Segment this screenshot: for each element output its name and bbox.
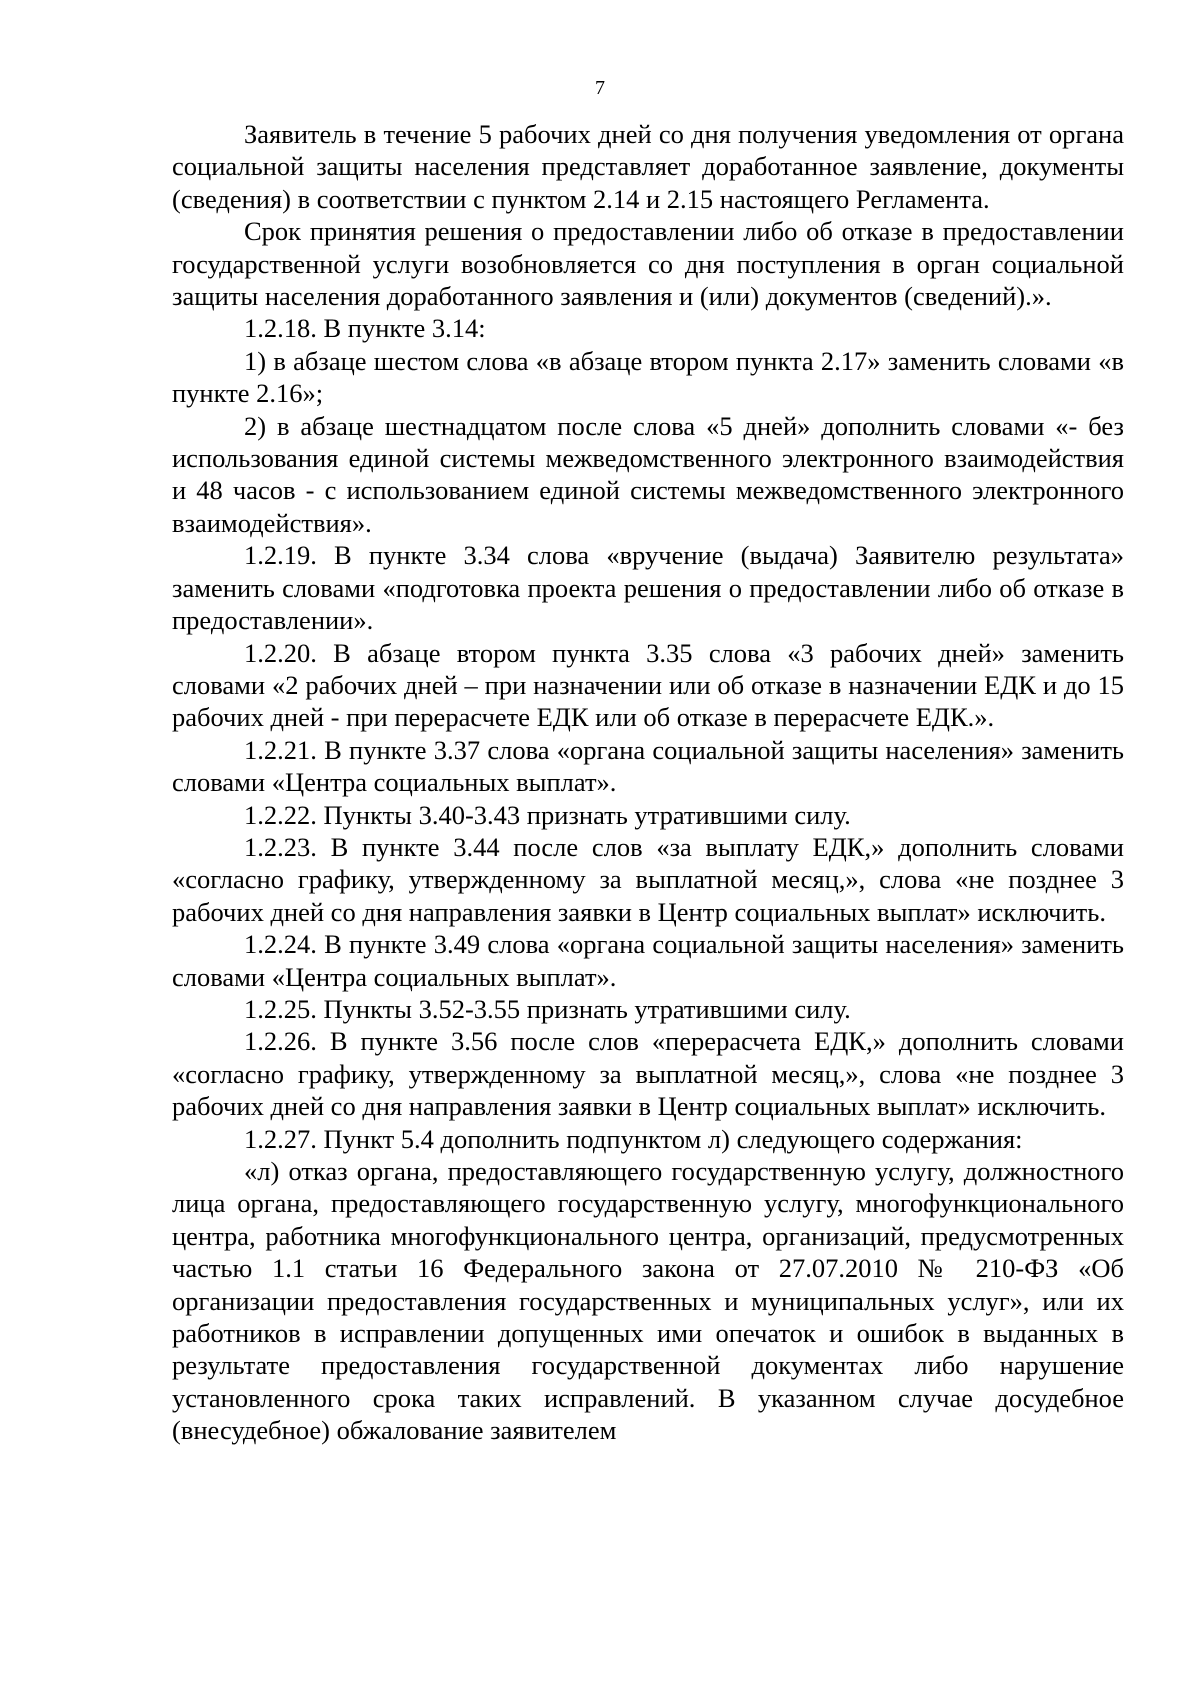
paragraph-1-2-19: 1.2.19. В пункте 3.34 слова «вручение (выдача) Заявителю результата» заменить словами «подготовка проекта решения о предоставлении либо об отказе в предоставлении». (172, 540, 1124, 636)
paragraph-subitem-l: «л) отказ органа, предоставляющего государственную услугу, должностного лица органа, предоставляющего государственную услугу, многофункционального центра, работника многофункционального центра, организаций, предусмотренных частью 1.1 статьи 16 Федерального закона от 27.07.2010 № 210-ФЗ «Об организации предоставления государственных и муниципальных услуг», или их работников в исправлении допущенных ими опечаток и ошибок в выданных в результате предоставления государственной документах либо нарушение установленного срока таких исправлений. В указанном случае досудебное (внесудебное) обжалование заявителем (172, 1156, 1124, 1446)
paragraph-1-2-26: 1.2.26. В пункте 3.56 после слов «перерасчета ЕДК,» дополнить словами «согласно графику, утвержденному за выплатной месяц,», слова «не позднее 3 рабочих дней со дня направления заявки в Центр социальных выплат» исключить. (172, 1026, 1124, 1122)
document-body (172, 118, 1124, 1447)
paragraph-1-2-21: 1.2.21. В пункте 3.37 слова «органа социальной защиты населения» заменить словами «Центра социальных выплат». (172, 734, 1124, 798)
paragraph-1-2-20: 1.2.20. В абзаце втором пункта 3.35 слова «3 рабочих дней» заменить словами «2 рабочих дней – при назначении или об отказе в назначении ЕДК и до 15 рабочих дней - при перерасчете ЕДК или об отказе в перерасчете ЕДК.». (172, 637, 1124, 733)
paragraph-1-2-18-item-1: 1) в абзаце шестом слова «в абзаце втором пункта 2.17» заменить словами «в пункте 2.16»; (172, 345, 1124, 409)
page-number: 7 (595, 77, 605, 99)
paragraph-1-2-25: 1.2.25. Пункты 3.52-3.55 признать утратившими силу. (244, 993, 851, 1024)
paragraph-resubmission: Заявитель в течение 5 рабочих дней со дня получения уведомления от органа социальной защиты населения представляет доработанное заявление, документы (сведения) в соответствии с пунктом 2.14 и 2.15 настоящего Регламента. (172, 119, 1124, 214)
paragraph-1-2-23: 1.2.23. В пункте 3.44 после слов «за выплату ЕДК,» дополнить словами «согласно графику, утвержденному за выплатной месяц,», слова «не позднее 3 рабочих дней со дня направления заявки в Центр социальных выплат» исключить. (172, 831, 1124, 927)
paragraph-1-2-18: 1.2.18. В пункте 3.14: (244, 313, 486, 344)
paragraph-1-2-18-item-2: 2) в абзаце шестнадцатом после слова «5 дней» дополнить словами «- без использования единой системы межведомственного электронного взаимодействия и 48 часов - с использованием единой системы межведомственного электронного взаимодействия». (172, 410, 1124, 538)
paragraph-1-2-27: 1.2.27. Пункт 5.4 дополнить подпунктом л) следующего содержания: (244, 1123, 1023, 1154)
paragraph-1-2-22: 1.2.22. Пункты 3.40-3.43 признать утратившими силу. (244, 799, 851, 830)
paragraph-decision-term: Срок принятия решения о предоставлении либо об отказе в предоставлении государственной услуги возобновляется со дня поступления в орган социальной защиты населения доработанного заявления и (или) документов (сведений).». (172, 216, 1124, 312)
paragraph-1-2-24: 1.2.24. В пункте 3.49 слова «органа социальной защиты населения» заменить словами «Центра социальных выплат». (172, 929, 1124, 992)
